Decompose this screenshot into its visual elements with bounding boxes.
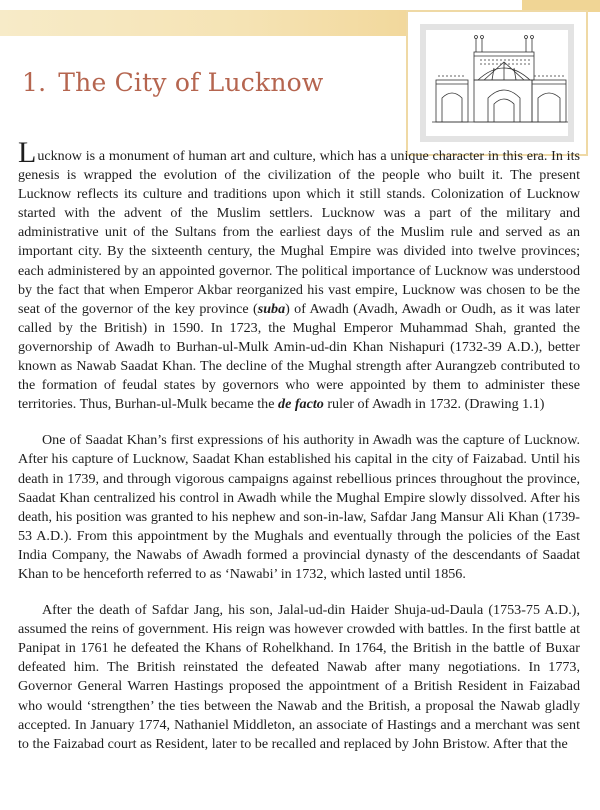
chapter-illustration-frame <box>406 10 588 156</box>
paragraph-1 <box>18 136 580 414</box>
chapter-title <box>22 68 323 97</box>
paragraph-1-text-a: ucknow is a monument of human art and culture, which has a unique character in this era. In its genesis is wrapped the evolution of the civilization of the people who built it. The present Lucknow reflects its culture and traditions upon which it still stands. Colonization of Lucknow started with the advent of the Muslim settlers. Lucknow was a part of the military and administrative unit of the Sultans from the earliest days of the Muslim rule and served as an important city. By the sixteenth century, the Mughal Empire was divided into twelve provinces; each administered by an appointed governor. The political importance of Lucknow was understood by the fact that when Emperor Akbar reorganized his vast empire, Lucknow was chosen to be the seat of the governor of the key province ( <box>18 148 580 317</box>
header-color-band <box>0 10 408 36</box>
drop-cap: L <box>18 136 37 169</box>
chapter-illustration <box>420 24 574 142</box>
chapter-number: 1. <box>22 68 47 97</box>
term-suba: suba <box>257 300 286 317</box>
paragraph-3: After the death of Safdar Jang, his son, Jalal-ud-din Haider Shuja-ud-Daula (1753-75 A.D.), assumed the reins of government. His reign was however crowded with battles. In the first battle at Panipat in 1761 he defeated the Khans of Rohelkhand. In 1764, the British in the battle of Buxar defeated him. The British reinstated the defeated Nawab after many negotiations. In 1773, Governor General Warren Hastings proposed the appointment of a British Resident in Faizabad who would ‘strengthen’ the ties between the Nawab and the British, a proposal the Nawab gladly accepted. In January 1774, Nathaniel Middleton, an associate of Hastings and a merchant was sent to the Faizabad court as Resident, later to be recalled and replaced by John Bristow. After that the <box>18 602 580 752</box>
chapter-body <box>18 136 580 771</box>
mughal-palace-drawing-icon <box>430 30 570 136</box>
paragraph-1-text-c: ruler of Awadh in 1732. (Drawing 1.1) <box>323 396 545 413</box>
chapter-title-text: The City of Lucknow <box>58 68 324 97</box>
paragraph-2: One of Saadat Khan’s first expressions of his authority in Awadh was the capture of Lucknow. After his capture of Lucknow, Saadat Khan established his capital in the city of Faizabad. Until his death in 1739, and through vigorous campaigns against rebellious princes throughout the province, Saadat Khan centralized his control in Awadh while the Mughal Empire slowly dissolved. After his death, his position was granted to his nephew and son-in-law, Safdar Jang Mansur Ali Khan (1739-53 A.D.). From this appointment by the Mughals and eventually through the policies of the East India Company, the Nawabs of Awadh formed a provincial dynasty of the descendants of Saadat Khan to be henceforth referred to as ‘Nawabi’ in 1732, which lasted until 1856. <box>18 432 580 582</box>
paragraph-1-text-b: ) of Awadh (Avadh, Awadh or Oudh, as it was later called by the British) in 1590. In 1723, the Mughal Emperor Muhammad Shah, granted the governorship of Awadh to Burhan-ul-Mulk Amin-ud-din Khan Nishapuri (1732-39 A.D.), better known as Nawab Saadat Khan. The decline of the Mughal strength after Aurangzeb contributed to the formation of feudal states by governors who were appointed by them to administer these territories. Thus, Burhan-ul-Mulk became the <box>18 300 580 413</box>
term-de-facto: de facto <box>278 396 324 413</box>
